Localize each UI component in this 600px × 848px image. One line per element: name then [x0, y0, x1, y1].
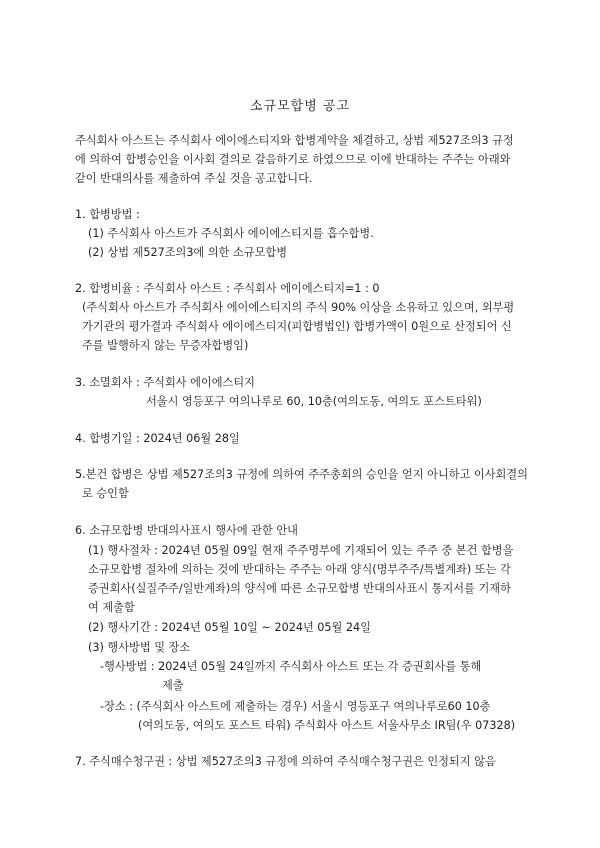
- section-2-note-3: 주를 발행하지 않는 무증자합병임): [82, 339, 249, 352]
- section-6-p2: (2) 행사기간 : 2024년 05월 10일 ~ 2024년 05월 24일: [88, 621, 371, 634]
- section-6-heading: 6. 소규모합병 반대의사표시 행사에 관한 안내: [75, 524, 298, 537]
- section-6-p3: (3) 행사방법 및 장소: [88, 641, 191, 654]
- section-2-note-1: (주식회사 아스트가 주식회사 에이에스티지의 주식 90% 이상을 소유하고 있으며, 외부평: [82, 301, 515, 314]
- section-5-line-2: 로 승인함: [82, 487, 129, 500]
- intro-line-3: 같이 반대의사를 제출하여 주실 것을 공고합니다.: [75, 172, 313, 185]
- section-6-method-line-2: 제출: [162, 679, 184, 692]
- section-6-method-line-1: -행사방법 : 2024년 05월 24일까지 주식회사 아스트 또는 각 증권회사를 통해: [100, 660, 482, 673]
- section-2-note-2: 가기관의 평가결과 주식회사 에이에스티지(피합병법인) 합병가액이 0원으로 산정되어 신: [82, 320, 512, 333]
- section-7-heading: 7. 주식매수청구권 : 상법 제527조의3 규정에 의하여 주식매수청구권은 인정되지 않음: [75, 755, 496, 768]
- section-2-heading: 2. 합병비율 : 주식회사 아스트 : 주식회사 에이에스티지=1 : 0: [75, 282, 380, 295]
- section-4-heading: 4. 합병기일 : 2024년 06월 28일: [75, 432, 240, 445]
- section-5-line-1: 5.본건 합병은 상법 제527조의3 규정에 의하여 주주총회의 승인을 얻지 아니하고 이사회결의: [75, 468, 528, 481]
- section-1-item-2: (2) 상법 제527조의3에 의한 소규모합병: [88, 246, 288, 259]
- section-1-item-1: (1) 주식회사 아스트가 주식회사 에이에스티지를 흡수합병.: [88, 227, 374, 240]
- section-6-place-line-2: (여의도동, 여의도 포스트 타워) 주식회사 아스트 서울사무소 IR팀(우 07328): [138, 719, 516, 732]
- intro-line-1: 주식회사 아스트는 주식회사 에이에스티지와 합병계약을 체결하고, 상법 제527조의3 규정: [75, 134, 514, 147]
- section-3-address: 서울시 영등포구 여의나루로 60, 10층(여의도동, 여의도 포스트타워): [146, 395, 482, 408]
- intro-line-2: 에 의하여 합병승인을 이사회 결의로 갈음하기로 하였으므로 이에 반대하는 주주는 아래와: [75, 153, 511, 166]
- section-6-p1-line-2: 소규모합병 절차에 의하는 것에 반대하는 주주는 아래 양식(명부주주/특별계좌) 또는 각: [88, 563, 511, 576]
- section-1-heading: 1. 합병방법 :: [75, 208, 140, 221]
- document-title: 소규모합병 공고: [249, 99, 351, 114]
- section-6-place-line-1: -장소 : (주식회사 아스트에 제출하는 경우) 서울시 영등포구 여의나루로60 10층: [100, 700, 491, 713]
- section-6-p1-line-1: (1) 행사절차 : 2024년 05월 09일 현재 주주명부에 기재되어 있는 주주 중 본건 합병을: [88, 544, 514, 557]
- section-6-p1-line-4: 여 제출함: [88, 601, 135, 614]
- section-6-p1-line-3: 증권회사(실질주주/일반계좌)의 양식에 따른 소규모합병 반대의사표시 통지서를 기재하: [88, 582, 511, 595]
- section-3-heading: 3. 소멸회사 : 주식회사 에이에스티지: [75, 376, 255, 389]
